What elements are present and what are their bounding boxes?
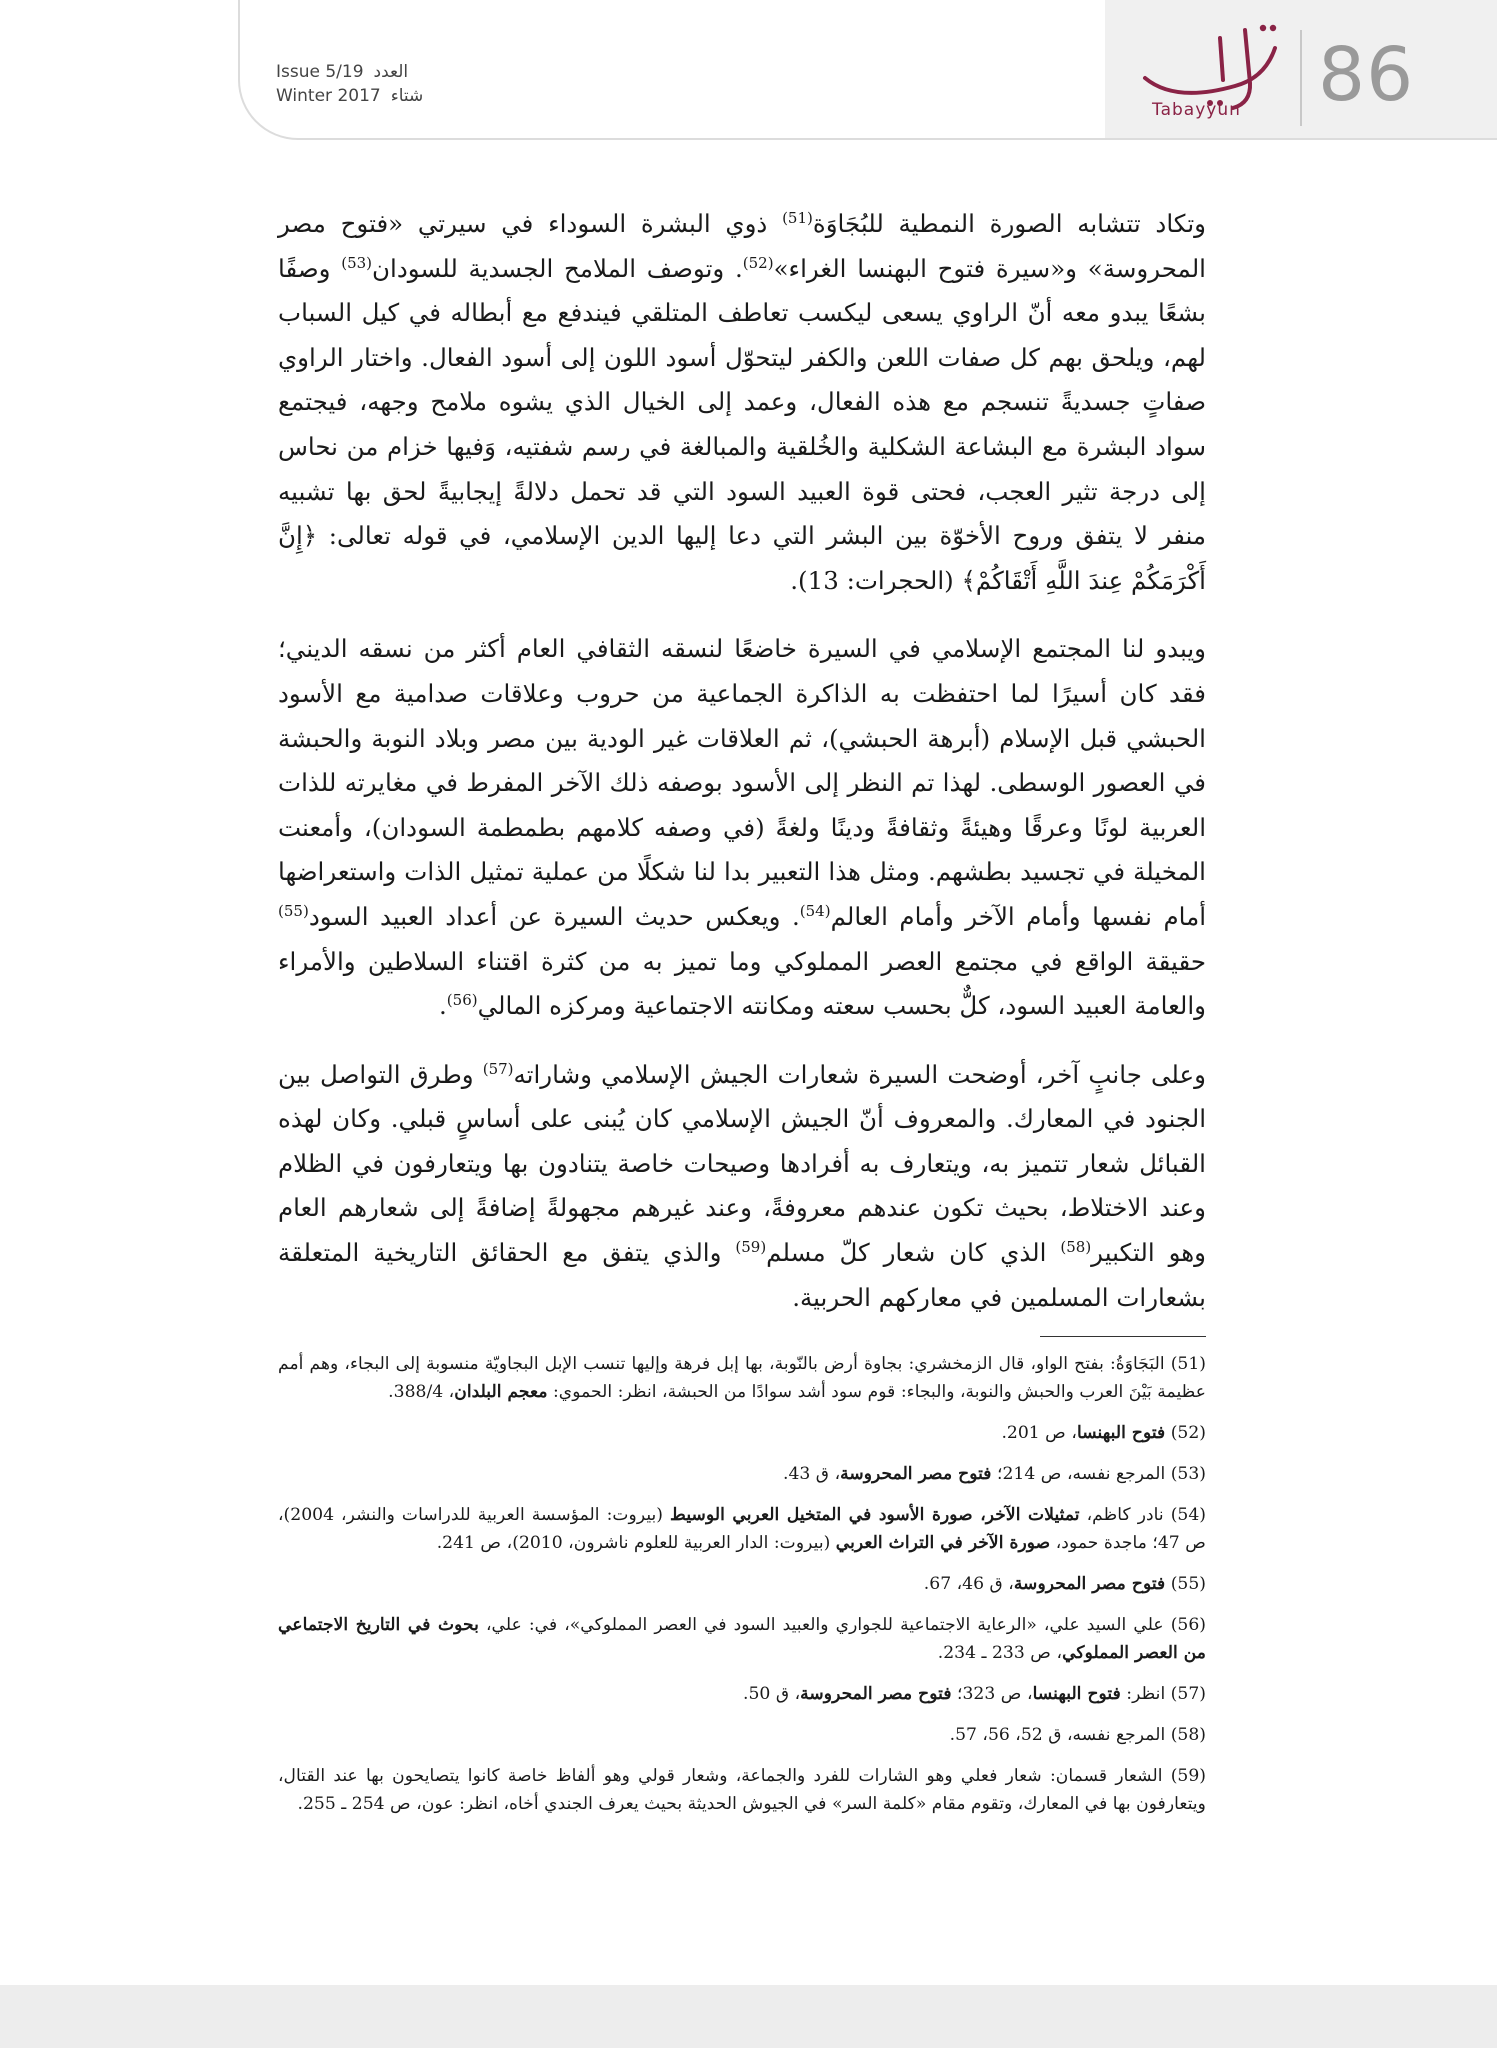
page-number: 86 [1318, 32, 1415, 118]
footnote-52: (52) فتوح البهنسا، ص 201. [1001, 1423, 1206, 1443]
logo-wordmark: Tabayyun [1152, 100, 1241, 120]
footnote-ref[interactable]: (56) [446, 990, 478, 1009]
footnotes [278, 1350, 1206, 1831]
paragraph: وتكاد تتشابه الصورة النمطية للبُجَاوَة$^{(51)}$ ذوي البشرة السوداء في سيرتي «فتوح مصر المحروسة» و«سيرة فتوح البهنسا الغراء»$^{(52)}$. وتوصف الملامح الجسدية للسودان$^{(53)}$ وصفًا بشعًا يبدو معه أنّ الراوي يسعى ليكسب تعاطف المتلقي فيندفع مع أبطاله في كيل السباب لهم، ويلحق بهم كل صفات اللعن والكفر ليتحوّل أسود اللون إلى أسود الفعال. واختار الراوي صفاتٍ جسديةً تنسجم مع هذه الفعال، وعمد إلى الخيال الذي يشوه ملامح وجهه، فيجتمع سواد البشرة مع البشاعة الشكلية والخُلقية والمبالغة في رسم شفتيه، وَفيها خزام من نحاس إلى درجة تثير العجب، فحتى قوة العبيد السود التي قد تحمل دلالةً إيجابيةً لحق بها تشبيه منفر لا يتفق وروح الأخوّة بين البشر التي دعا إليها الدين الإسلامي، في قوله تعالى: ﴿إِنَّ أَكْرَمَكُمْ عِندَ اللَّهِ أَتْقَاكُمْ﴾ (الحجرات: 13). [278, 208, 1206, 595]
footnote-ref[interactable]: (52) [742, 253, 774, 272]
footnote-ref[interactable]: (59) [735, 1237, 767, 1256]
footnote-ref[interactable]: (57) [482, 1059, 514, 1078]
article-body [278, 202, 1206, 1344]
footnote-58: (58) المرجع نفسه، ق 52، 56، 57. [949, 1725, 1206, 1745]
page-header [0, 0, 1497, 140]
season-en: Winter 2017 [276, 86, 381, 106]
footnote-separator [1040, 1336, 1206, 1337]
season-ar: شتاء [390, 86, 424, 106]
footnote-51: (51) البَجَاوَةُ: بفتح الواو، قال الزمخشري: بجاوة أرض بالنّوبة، بها إبل فرهة وإليها تنسب الإبل البجاويّة منسوبة إلى البجاء، وهم أمم عظيمة بَيْنَ العرب والحبش والنوبة، والبجاء: قوم سود أشد سوادًا من الحبشة، انظر: الحموي: معجم البلدان، 388/4. [278, 1354, 1206, 1402]
issue-info [276, 60, 423, 108]
paragraph: ويبدو لنا المجتمع الإسلامي في السيرة خاضعًا لنسقه الثقافي العام أكثر من نسقه الديني؛ فقد كان أسيرًا لما احتفظت به الذاكرة الجماعية من حروب وعلاقات صدامية مع الأسود الحبشي قبل الإسلام (أبرهة الحبشي)، ثم العلاقات غير الودية بين مصر وبلاد النوبة والحبشة في العصور الوسطى. لهذا تم النظر إلى الأسود بوصفه ذلك الآخر المفرط في مغايرته للذات العربية لونًا وعرقًا وهيئةً وثقافةً ودينًا ولغةً (في وصفه كلامهم بطمطمة السودان)، وأمعنت المخيلة في تجسيد بطشهم. ومثل هذا التعبير بدا لنا شكلًا من عملية تمثيل الذات واستعراضها أمام نفسها وأمام الآخر وأمام العالم$^{(54)}$. ويعكس حديث السيرة عن أعداد العبيد السود$^{(55)}$ حقيقة الواقع في مجتمع العصر المملوكي وما تميز به من كثرة اقتناء السلاطين والأمراء والعامة العبيد السود، كلٌّ بحسب سعته ومكانته الاجتماعية ومركزه المالي$^{(56)}$. [278, 634, 1207, 1021]
header-divider [1300, 30, 1302, 126]
footnote-54: (54) نادر كاظم، تمثيلات الآخر، صورة الأسود في المتخيل العربي الوسيط (بيروت: المؤسسة العربية للدراسات والنشر، 2004)، ص 47؛ ماجدة حمود، صورة الآخر في التراث العربي (بيروت: الدار العربية للعلوم ناشرون، 2010)، ص 241. [278, 1505, 1207, 1553]
footnote-ref[interactable]: (54) [799, 901, 831, 920]
footnote-56: (56) علي السيد علي، «الرعاية الاجتماعية للجواري والعبيد السود في العصر المملوكي»، في: علي، بحوث في التاريخ الاجتماعي من العصر المملوكي، ص 233 ـ 234. [278, 1615, 1206, 1663]
issue-label-ar: العدد [373, 62, 409, 82]
footnote-ref[interactable]: (58) [1060, 1237, 1092, 1256]
footnote-53: (53) المرجع نفسه، ص 214؛ فتوح مصر المحروسة، ق 43. [782, 1464, 1206, 1484]
footnote-57: (57) انظر: فتوح البهنسا، ص 323؛ فتوح مصر المحروسة، ق 50. [743, 1684, 1206, 1704]
footnote-55: (55) فتوح مصر المحروسة، ق 46، 67. [923, 1574, 1206, 1594]
footnote-59: (59) الشعار قسمان: شعار فعلي وهو الشارات للفرد والجماعة، وشعار قولي وهو ألفاظ خاصة كانوا يتصايحون بها عند القتال، ويتعارفون بها في المعارك، وتقوم مقام «كلمة السر» في الجيوش الحديثة بحيث يعرف الجندي أخاه، انظر: عون، ص 254 ـ 255. [278, 1766, 1206, 1814]
page-footer-band [0, 1985, 1497, 2048]
footnote-ref[interactable]: (53) [341, 253, 373, 272]
footnote-ref[interactable]: (55) [278, 901, 309, 920]
footnote-ref[interactable]: (51) [782, 208, 813, 227]
issue-label-en: Issue 5/19 [276, 62, 364, 82]
paragraph: وعلى جانبٍ آخر، أوضحت السيرة شعارات الجيش الإسلامي وشاراته$^{(57)}$ وطرق التواصل بين الجنود في المعارك. والمعروف أنّ الجيش الإسلامي كان يُبنى على أساسٍ قبلي. وكان لهذه القبائل شعار تتميز به، ويتعارف به أفرادها وصيحات خاصة يتنادون بها ويتعارفون في الظلام وعند الاختلاط، بحيث تكون عندهم معروفةً، وعند غيرهم مجهولةً إضافةً إلى شعارهم العام وهو التكبير$^{(58)}$ الذي كان شعار كلّ مسلم$^{(59)}$ والذي يتفق مع الحقائق التاريخية المتعلقة بشعارات المسلمين في معاركهم الحربية. [278, 1059, 1206, 1312]
